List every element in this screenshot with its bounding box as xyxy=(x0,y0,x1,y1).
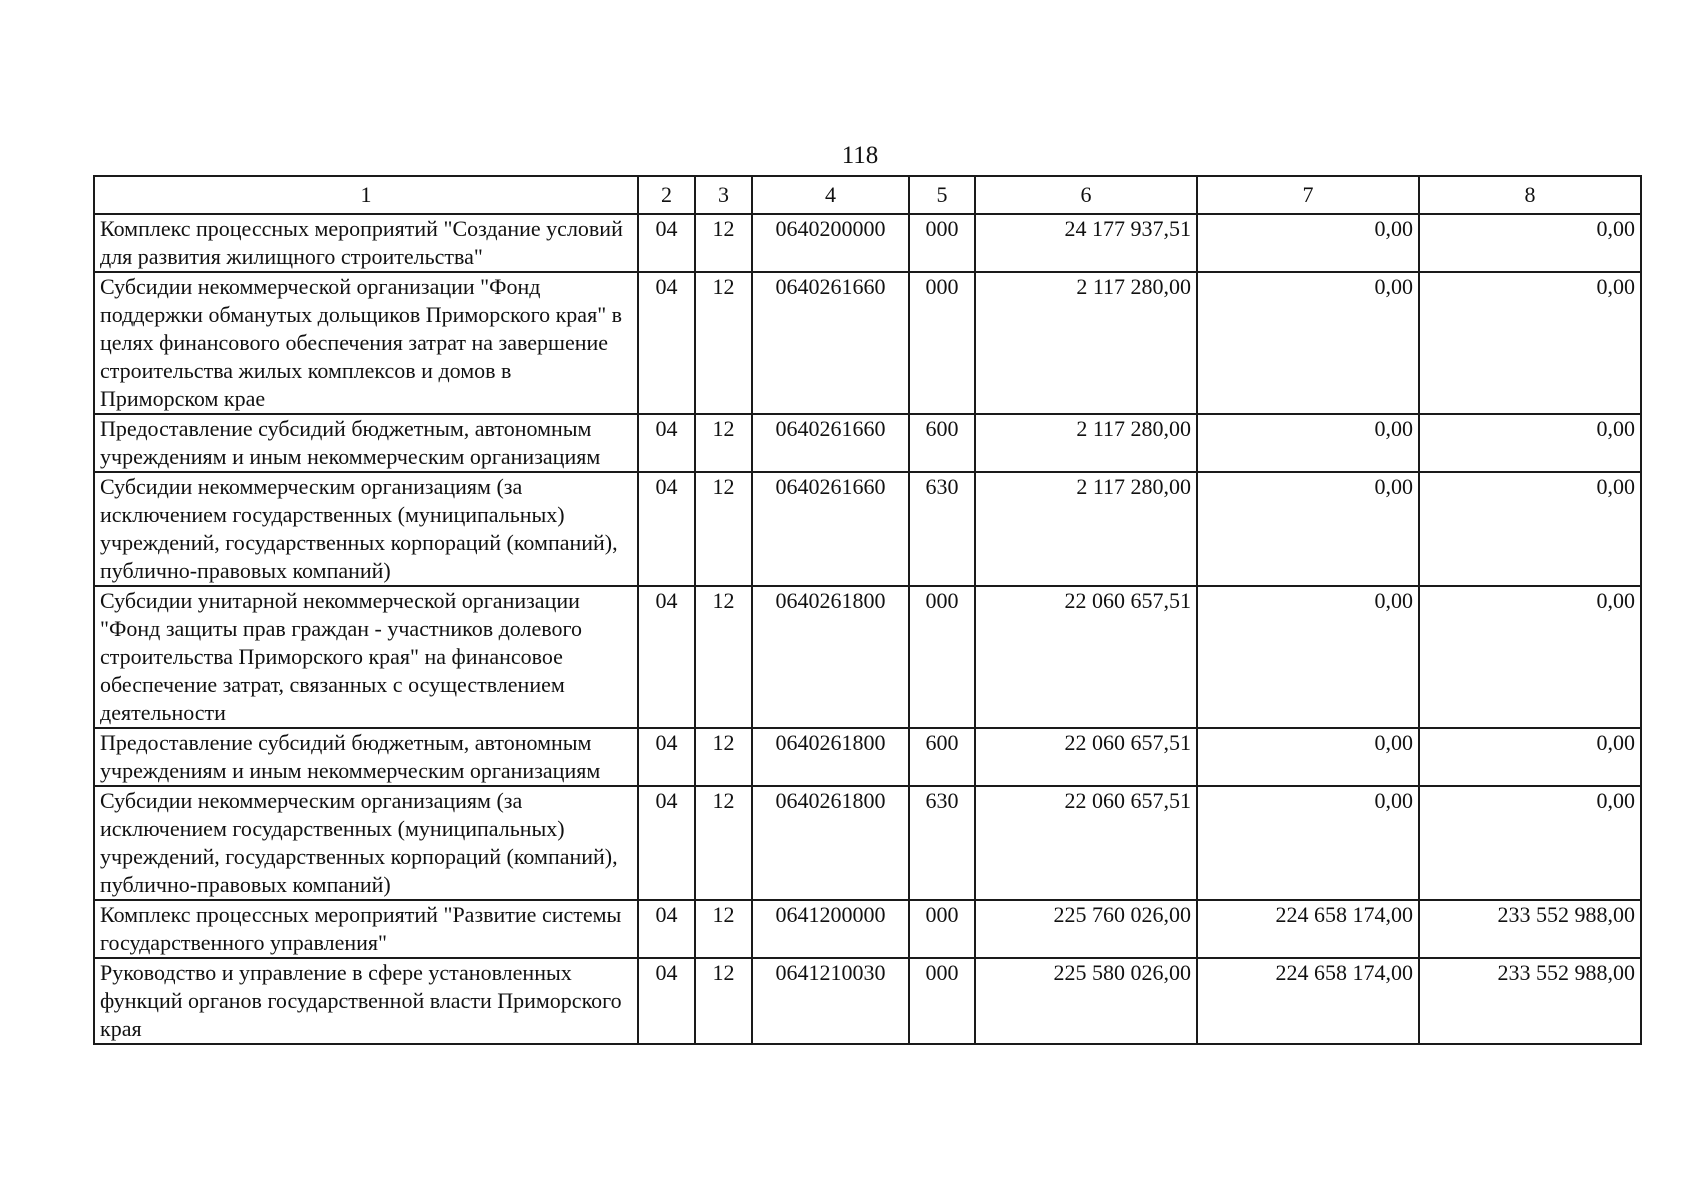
cell-target-code: 0640261800 xyxy=(752,786,909,900)
cell-amount-col7: 0,00 xyxy=(1197,586,1419,728)
table-row xyxy=(94,900,1641,958)
page-number: 118 xyxy=(841,142,879,169)
cell-amount-col8: 233 552 988,00 xyxy=(1419,958,1641,1044)
column-header: 3 xyxy=(695,176,752,214)
cell-expense-type: 600 xyxy=(909,414,975,472)
row-name: Субсидии некоммерческой организации "Фонд поддержки обманутых дольщиков Приморского края" в целях финансового обеспечения затрат на завершение строительства жилых комплексов и домов в Приморском крае xyxy=(94,272,638,414)
cell-amount-col8: 0,00 xyxy=(1419,586,1641,728)
cell-amount-col6: 2 117 280,00 xyxy=(975,414,1197,472)
row-name: Субсидии некоммерческим организациям (за исключением государственных (муниципальных) учреждений, государственных корпораций (компаний), публично-правовых компаний) xyxy=(94,786,638,900)
cell-section: 04 xyxy=(638,272,695,414)
cell-subsection: 12 xyxy=(695,958,752,1044)
cell-amount-col8: 0,00 xyxy=(1419,472,1641,586)
cell-subsection: 12 xyxy=(695,214,752,272)
cell-section: 04 xyxy=(638,414,695,472)
cell-amount-col7: 0,00 xyxy=(1197,272,1419,414)
table-row xyxy=(94,214,1641,272)
cell-subsection: 12 xyxy=(695,786,752,900)
cell-subsection: 12 xyxy=(695,414,752,472)
cell-subsection: 12 xyxy=(695,472,752,586)
table-row xyxy=(94,414,1641,472)
cell-section: 04 xyxy=(638,472,695,586)
row-name: Руководство и управление в сфере установленных функций органов государственной власти Приморского края xyxy=(94,958,638,1044)
cell-target-code: 0641200000 xyxy=(752,900,909,958)
row-name: Комплекс процессных мероприятий "Развитие системы государственного управления" xyxy=(94,900,638,958)
cell-amount-col8: 0,00 xyxy=(1419,786,1641,900)
cell-amount-col6: 2 117 280,00 xyxy=(975,272,1197,414)
cell-section: 04 xyxy=(638,728,695,786)
table-row xyxy=(94,958,1641,1044)
row-name: Субсидии некоммерческим организациям (за исключением государственных (муниципальных) учреждений, государственных корпораций (компаний), публично-правовых компаний) xyxy=(94,472,638,586)
cell-target-code: 0640261660 xyxy=(752,272,909,414)
cell-expense-type: 630 xyxy=(909,472,975,586)
header-row xyxy=(94,176,1641,214)
row-name: Предоставление субсидий бюджетным, автономным учреждениям и иным некоммерческим организациям xyxy=(94,728,638,786)
cell-section: 04 xyxy=(638,786,695,900)
column-header: 8 xyxy=(1419,176,1641,214)
cell-amount-col8: 0,00 xyxy=(1419,214,1641,272)
cell-amount-col7: 0,00 xyxy=(1197,472,1419,586)
cell-amount-col8: 0,00 xyxy=(1419,272,1641,414)
row-name: Комплекс процессных мероприятий "Создание условий для развития жилищного строительства" xyxy=(94,214,638,272)
cell-amount-col7: 0,00 xyxy=(1197,786,1419,900)
cell-target-code: 0641210030 xyxy=(752,958,909,1044)
cell-amount-col7: 0,00 xyxy=(1197,414,1419,472)
cell-amount-col6: 225 760 026,00 xyxy=(975,900,1197,958)
cell-amount-col6: 24 177 937,51 xyxy=(975,214,1197,272)
cell-amount-col6: 2 117 280,00 xyxy=(975,472,1197,586)
cell-target-code: 0640200000 xyxy=(752,214,909,272)
table-row xyxy=(94,472,1641,586)
cell-amount-col8: 233 552 988,00 xyxy=(1419,900,1641,958)
cell-expense-type: 000 xyxy=(909,900,975,958)
cell-target-code: 0640261800 xyxy=(752,728,909,786)
column-header: 1 xyxy=(94,176,638,214)
column-header: 6 xyxy=(975,176,1197,214)
cell-amount-col6: 22 060 657,51 xyxy=(975,586,1197,728)
cell-subsection: 12 xyxy=(695,900,752,958)
cell-expense-type: 000 xyxy=(909,272,975,414)
cell-target-code: 0640261800 xyxy=(752,586,909,728)
cell-target-code: 0640261660 xyxy=(752,414,909,472)
table-row xyxy=(94,728,1641,786)
cell-amount-col8: 0,00 xyxy=(1419,728,1641,786)
cell-amount-col8: 0,00 xyxy=(1419,414,1641,472)
cell-amount-col7: 0,00 xyxy=(1197,728,1419,786)
cell-expense-type: 600 xyxy=(909,728,975,786)
cell-amount-col6: 225 580 026,00 xyxy=(975,958,1197,1044)
cell-amount-col7: 224 658 174,00 xyxy=(1197,958,1419,1044)
column-header: 4 xyxy=(752,176,909,214)
cell-amount-col7: 224 658 174,00 xyxy=(1197,900,1419,958)
table-row xyxy=(94,272,1641,414)
row-name: Предоставление субсидий бюджетным, автономным учреждениям и иным некоммерческим организациям xyxy=(94,414,638,472)
cell-section: 04 xyxy=(638,900,695,958)
cell-expense-type: 000 xyxy=(909,958,975,1044)
cell-amount-col7: 0,00 xyxy=(1197,214,1419,272)
cell-expense-type: 000 xyxy=(909,214,975,272)
cell-section: 04 xyxy=(638,586,695,728)
column-header: 2 xyxy=(638,176,695,214)
table-row xyxy=(94,786,1641,900)
cell-expense-type: 000 xyxy=(909,586,975,728)
cell-subsection: 12 xyxy=(695,586,752,728)
cell-target-code: 0640261660 xyxy=(752,472,909,586)
cell-amount-col6: 22 060 657,51 xyxy=(975,786,1197,900)
cell-section: 04 xyxy=(638,214,695,272)
row-name: Субсидии унитарной некоммерческой организации "Фонд защиты прав граждан - участников долевого строительства Приморского края" на финансовое обеспечение затрат, связанных с осуществлением деятельности xyxy=(94,586,638,728)
column-header: 7 xyxy=(1197,176,1419,214)
budget-table xyxy=(93,175,1642,1045)
cell-expense-type: 630 xyxy=(909,786,975,900)
column-header: 5 xyxy=(909,176,975,214)
cell-amount-col6: 22 060 657,51 xyxy=(975,728,1197,786)
table-row xyxy=(94,586,1641,728)
cell-section: 04 xyxy=(638,958,695,1044)
cell-subsection: 12 xyxy=(695,728,752,786)
cell-subsection: 12 xyxy=(695,272,752,414)
